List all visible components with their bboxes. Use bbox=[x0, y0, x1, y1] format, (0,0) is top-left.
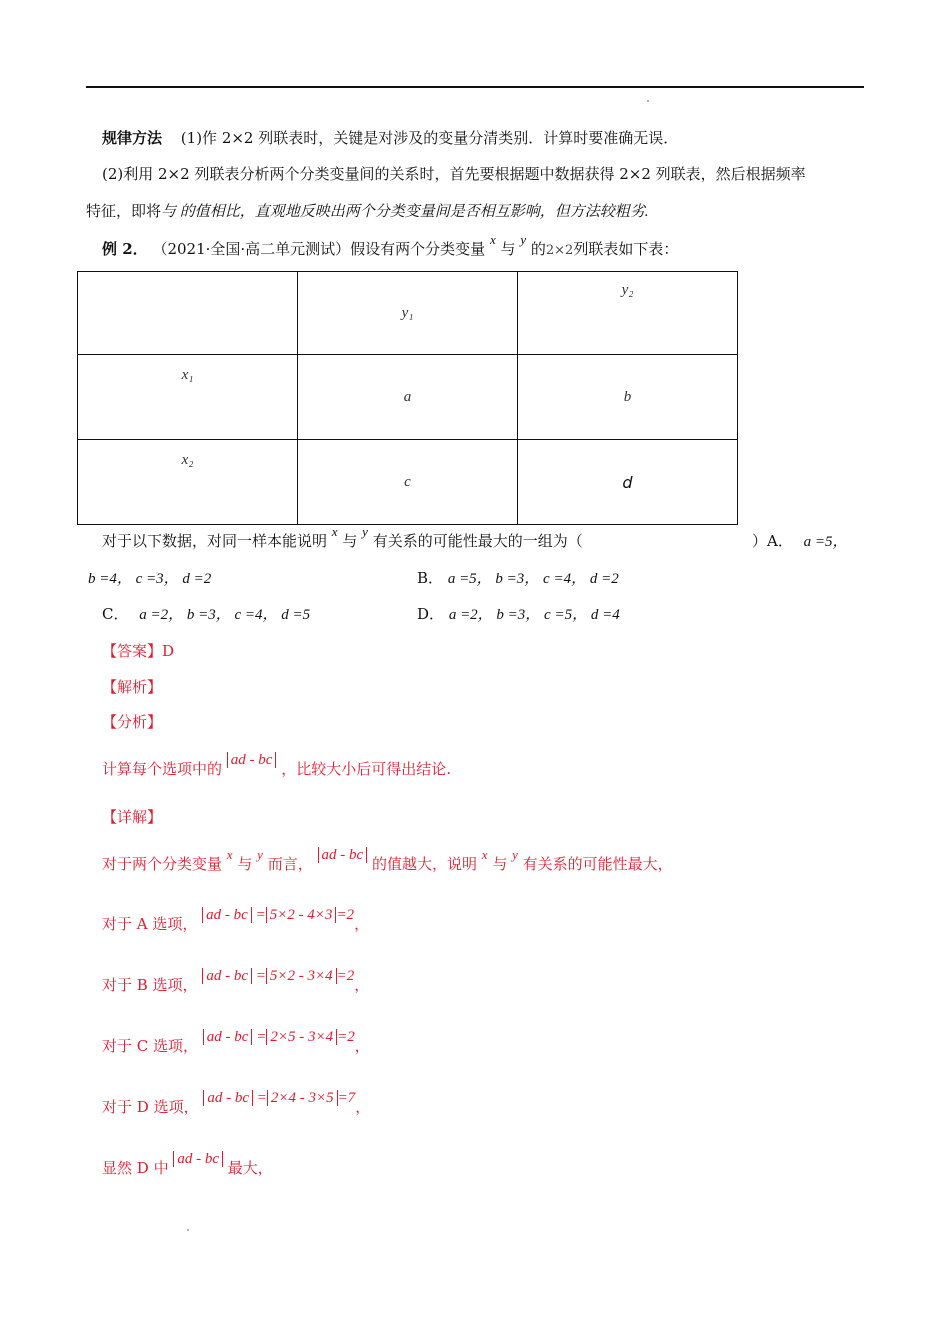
table-cell: y₁ bbox=[298, 272, 518, 355]
example-2-heading: 例 2． （2021·全国·高二单元测试）假设有两个分类变量 x 与 y 的2×2列联表如下表： bbox=[102, 232, 679, 258]
option-c: C． a =2， b =3， c =4， d =5 bbox=[102, 605, 311, 623]
detail-option-c: 对于 C 选项， ad - bc = 2×5 - 3×4 =2， bbox=[102, 1029, 370, 1055]
analysis-text: 计算每个选项中的 ad - bc ，比较大小后可得出结论. bbox=[102, 752, 452, 778]
method-line-2: (2)利用 2×2 列联表分析两个分类变量间的关系时，首先要根据题中数据获得 2×2 列联表，然后根据频率 bbox=[102, 165, 806, 183]
detail-option-b: 对于 B 选项， ad - bc = 5×2 - 3×4 =2， bbox=[102, 968, 370, 994]
table-cell: a bbox=[298, 355, 518, 440]
option-a-label: ）A． a =5， bbox=[752, 532, 848, 550]
detail-label: 【详解】 bbox=[102, 808, 163, 826]
table-row bbox=[78, 272, 738, 355]
table-cell: x₁ bbox=[78, 355, 298, 440]
table-cell: c bbox=[298, 440, 518, 525]
abs-expression: ad - bc bbox=[227, 752, 277, 768]
table-cell: d bbox=[518, 440, 738, 525]
header-rule bbox=[86, 86, 864, 88]
table-row bbox=[78, 440, 738, 525]
table-cell: y₂ bbox=[518, 272, 738, 355]
analysis-label: 【分析】 bbox=[102, 713, 163, 731]
conclusion-line: 显然 D 中 ad - bc 最大， bbox=[102, 1151, 273, 1177]
answer-label: 【答案】D bbox=[102, 642, 175, 660]
option-a-values: b =4， c =3， d =2 bbox=[88, 571, 212, 587]
detail-option-a: 对于 A 选项， ad - bc = 5×2 - 4×3 =2， bbox=[102, 907, 370, 933]
table-row bbox=[78, 355, 738, 440]
detail-option-d: 对于 D 选项， ad - bc = 2×4 - 3×5 =7， bbox=[102, 1090, 371, 1116]
option-d: D． a =2， b =3， c =5， d =4 bbox=[417, 605, 620, 623]
table-cell: x₂ bbox=[78, 440, 298, 525]
option-b: B． a =5， b =3， c =4， d =2 bbox=[417, 569, 619, 587]
question-line: 对于以下数据，对同一样本能说明 x 与 y 有关系的可能性最大的一组为（ bbox=[102, 524, 583, 550]
table-cell bbox=[78, 272, 298, 355]
decor-dot bbox=[187, 1229, 189, 1231]
table-cell: b bbox=[518, 355, 738, 440]
abs-expression: ad - bc bbox=[173, 1151, 223, 1167]
contingency-table bbox=[77, 271, 738, 525]
solution-label: 【解析】 bbox=[102, 678, 163, 696]
detail-line-1: 对于两个分类变量 x 与 y 而言， ad - bc 的值越大，说明 x 与 y 有关系的可能性最大， bbox=[102, 847, 673, 873]
abs-expression: ad - bc bbox=[318, 847, 368, 863]
method-line-3: 特征，即将与 的值相比，直观地反映出两个分类变量间是否相互影响，但方法较粗劣. bbox=[86, 202, 649, 220]
method-line-1: 规律方法 (1)作 2×2 列联表时，关键是对涉及的变量分清类别．计算时要准确无误． bbox=[102, 129, 679, 147]
decor-dot bbox=[647, 100, 649, 102]
